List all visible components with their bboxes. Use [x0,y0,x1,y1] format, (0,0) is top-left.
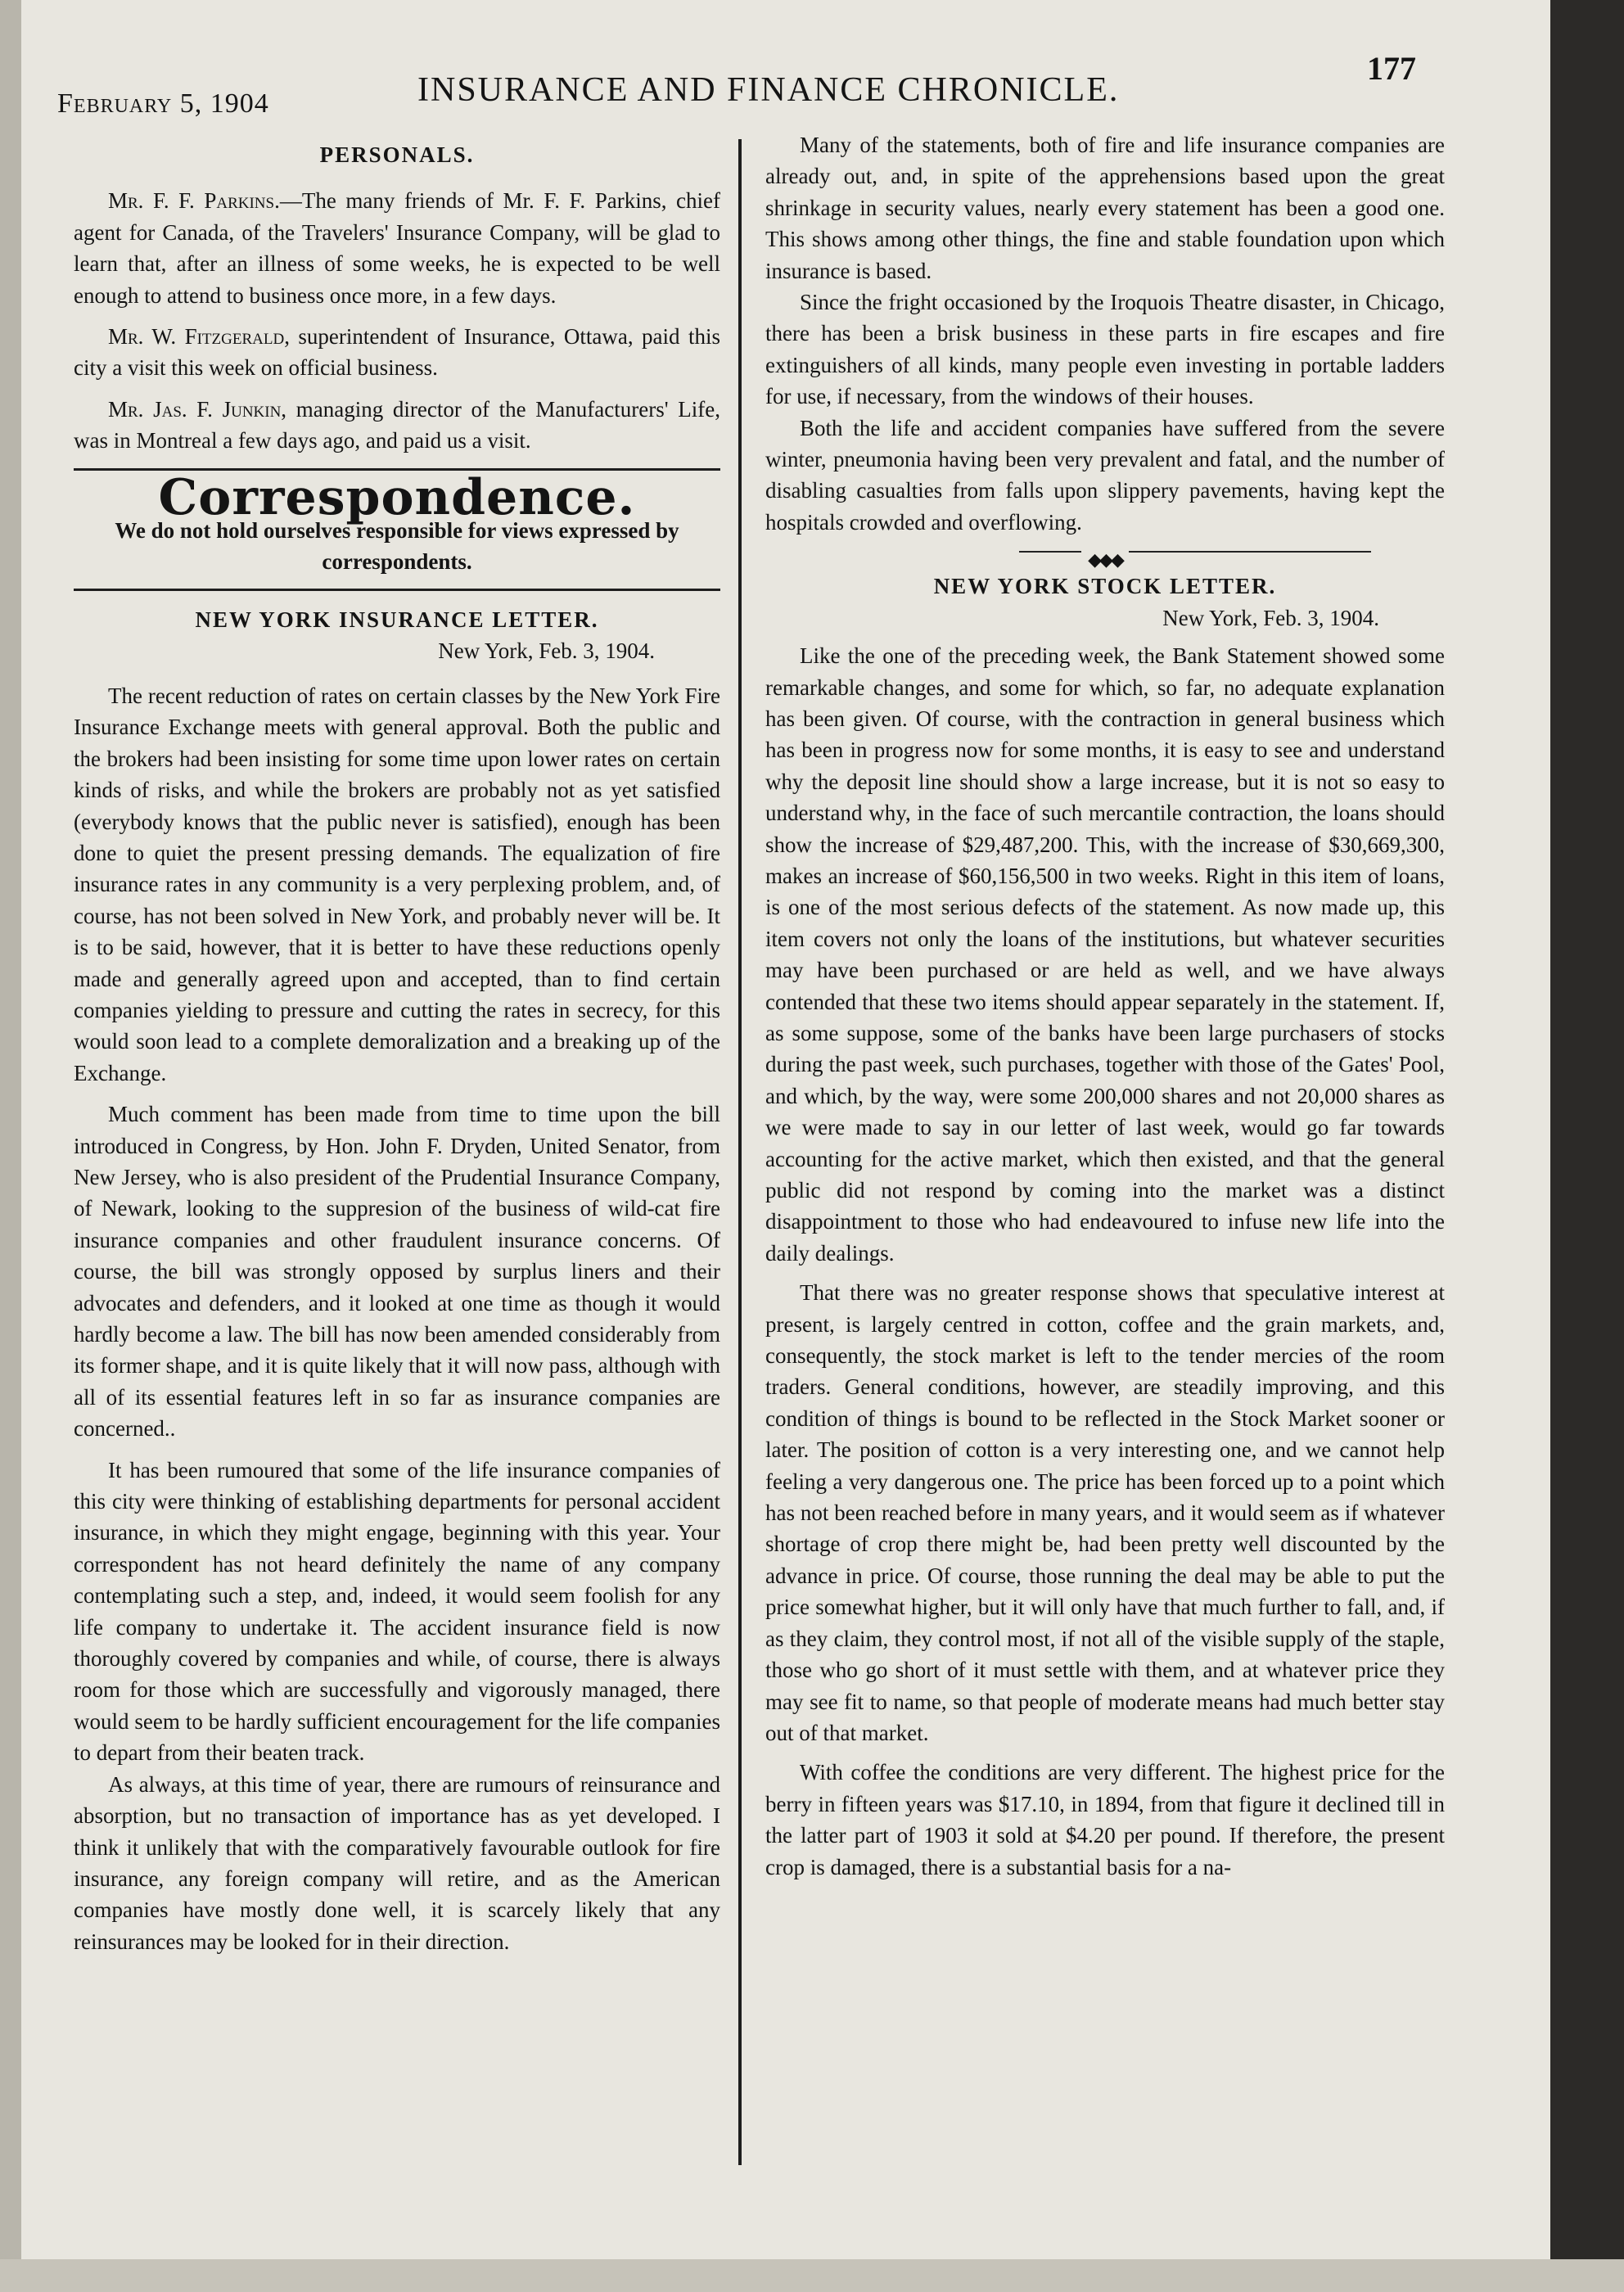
ny-stock-letter-heading: NEW YORK STOCK LETTER. [933,574,1277,599]
section-ornament [765,543,1445,571]
section-divider [74,589,720,591]
page-number: 177 [1367,50,1416,87]
page-edge-left [0,0,21,2292]
dateline: New York, Feb. 3, 1904. [1162,605,1379,630]
article-paragraph: Both the life and accident companies have suffered from the severe winter, pneumonia having been very prevalent and fatal, and the number of disabling casualties from falls upon slippery pavements, having kept the hospitals crowded and overflowing. [765,415,1445,535]
article-paragraph: That there was no greater response shows that speculative interest at present, is largely centred in cotton, coffee and the grain markets, and, consequently, the stock market is left to the tender mercies of the room traders. General conditions, however, are steadily improving, and this condition of things is bound to be reflected in the Stock Market sooner or later. The position of cotton is a very interesting one, and we cannot help feeling a very dangerous one. The price has been forced up to a point which has not been reached before in many years, and it would seem as if whatever shortage of crop there might be, had been pretty well discounted by the advance in price. Of course, those running the deal may be able to put the price somewhat higher, but it will only have that much further to fall, and, if as they claim, they control most, if not all of the visible supply of the staple, those who go short of it must settle with them, and at whatever price they may see fit to name, so that people of moderate means had much better stay out of that market. [765,1280,1445,1745]
personal-name: Mr. F. F. Parkins. [108,188,280,214]
personal-text: superintendent of Insurance, Ottawa, paid this city a visit this week on official business. [74,324,720,381]
right-column [765,129,1445,1883]
correspondence-title: Correspondence. [158,468,636,526]
binding-shadow [1550,0,1624,2292]
article-paragraph: Like the one of the preceding week, the Bank Statement showed some remarkable changes, and some for which, so far, no adequate explanation has been given. Of course, with the contraction in general business which has been in progress now for some months, it is easy to see and understand why the deposit line should show a large increase, but it is not so easy to understand why, in the face of such mercantile contraction, the loans should show the increase of $29,487,200. This, with the increase of $30,669,300, makes an increase of $60,156,500 in two weeks. Right in this item of loans, is one of the most serious defects of the statement. As now made up, this item covers not only the loans of the institutions, but whatever securities may have been purchased or are held as well, and we have always contended that these two items should appear separately in the statement. If, as some suppose, some of the banks have been large purchasers of stocks during the past week, such purchases, together with those of the Gates' Pool, and which, by the way, were some 200,000 shares and not 20,000 shares as we were made to say in our letter of last week, would go far towards accounting for the active market, which then existed, and that the general public did not respond by coming into the market was a distinct disappointment to those who had endeavoured to infuse new life into the daily dealings. [765,643,1445,1266]
personal-item-fitzgerald [74,321,720,384]
issue-date: February 5, 1904 [57,88,269,119]
dateline: New York, Feb. 3, 1904. [438,638,655,664]
page-edge-bottom [0,2259,1624,2292]
personal-item-junkin [74,394,720,457]
left-column [74,139,720,1957]
running-head [57,49,1441,123]
article-paragraph: Many of the statements, both of fire and life insurance companies are already out, and, in spite of the apprehensions based upon the great shrinkage in security values, nearly every statement has been a good one. This shows among other things, the fine and stable foundation upon which insurance is based. [765,133,1445,283]
personal-text: managing director of the Manufacturers' Life, was in Montreal a few days ago, and paid us a visit. [74,396,720,453]
correspondence-disclaimer: We do not hold ourselves responsible for views expressed by correspondents. [115,518,679,575]
article-paragraph: The recent reduction of rates on certain classes by the New York Fire Insurance Exchange meets with general approval. Both the public and the brokers had been insisting for some time upon lower rates on certain kinds of risks, and while the brokers are probably not as yet satisfied (everybody knows that the public never is satisfied), enough has been done to quiet the present pressing demands. The equalization of fire insurance rates in any community is a very perplexing problem, and, of course, has not been solved in New York, and probably never will be. It is to be said, however, that it is better to have these reductions openly made and generally agreed upon and accepted, than to find certain companies yielding to pressure and cutting the rates in secrecy, for this would soon lead to a complete demoralization and a breaking up of the Exchange. [74,683,720,1085]
personals-heading: PERSONALS. [319,142,475,167]
publication-title: INSURANCE AND FINANCE CHRONICLE. [417,71,1120,109]
column-rule [738,139,742,2165]
personal-text: —The many friends of Mr. F. F. Parkins, chief agent for Canada, of the Travelers' Insurance Company, will be glad to learn that, after an illness of some weeks, he is expected to be well enough to attend to business once more, in a few days. [74,188,720,308]
personal-name: Mr. Jas. F. Junkin, [108,396,287,422]
personal-name: Mr. W. Fitzgerald, [108,324,290,350]
article-paragraph: It has been rumoured that some of the life insurance companies of this city were thinking of establishing departments for personal accident insurance, in which they might engage, beginning with this year. Your correspondent has not heard definitely the name of any company contemplating such a step, and, indeed, it would seem foolish for any life company to undertake it. The accident insurance field is now thoroughly covered by companies and while, of course, there is always room for those which are successfully and vigorously managed, there would seem to be hardly sufficient encouragement for the life companies to depart from their beaten track. [74,1457,720,1766]
article-paragraph: With coffee the conditions are very different. The highest price for the berry in fifteen years was $17.10, in 1894, from that figure it declined till in the latter part of 1903 it sold at $4.20 per pound. If therefore, the present crop is damaged, there is a substantial basis for a na- [765,1760,1445,1879]
ny-insurance-letter-heading: NEW YORK INSURANCE LETTER. [195,607,599,633]
article-paragraph: As always, at this time of year, there are rumours of reinsurance and absorption, but no transaction of importance has as yet developed. I think it unlikely that with the comparatively favourable outlook for fire insurance, any foreign company will retire, and as the American companies have mostly done well, it is scarcely likely that any reinsurances may be looked for in their direction. [74,1771,720,1954]
ornament-glyphs: ◆◆◆ [1081,549,1129,570]
personal-item-parkins [74,185,720,311]
article-paragraph: Much comment has been made from time to time upon the bill introduced in Congress, by Hon. John F. Dryden, United Senator, from New Jersey, who is also president of the Prudential Insurance Company, of Newark, looking to the suppresion of the business of wild-cat fire insurance companies and other fraudulent insurance concerns. Of course, the bill was strongly opposed by surplus liners and their advocates and defenders, and it looked at one time as though it would hardly become a law. The bill has now been amended considerably from its former shape, and it is quite likely that it will now pass, although with all of its essential features left in so far as insurance companies are concerned.. [74,1102,720,1442]
article-paragraph: Since the fright occasioned by the Iroquois Theatre disaster, in Chicago, there has been a brisk business in these parts in fire escapes and fire extinguishers of all kinds, many people even investing in portable ladders for use, if necessary, from the windows of their houses. [765,290,1445,409]
